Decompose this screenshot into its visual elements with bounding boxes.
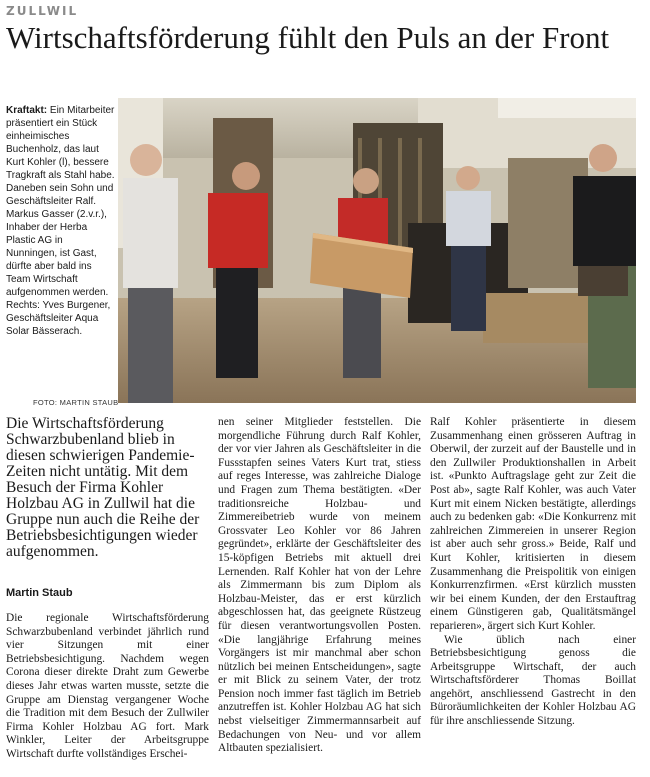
body-paragraph: Die regionale Wirtschaftsförderung Schwarzbubenland verbindet jährlich rund vier Sitzungen mit einer Betriebsbesichtigung. Nachdem wegen Corona dieser direkte Draht zum Gewerbe dieses Jahr etwas warten musste, setzte die Gruppe am Dienstag vergangener Woche die Tradition mit dem Besuch der Zullwiler Firma Kohler Holzbau AG fort. Mark Winkler, Leiter der Arbeitsgruppe Wirtschaft durfte vollständiges Erschei-: [6, 612, 209, 760]
article-column-3: [430, 416, 636, 729]
photo-credit: FOTO: MARTIN STAUB: [33, 398, 119, 407]
caption-text: Ein Mitarbeiter präsentiert ein Stück einheimisches Buchenholz, das laut Kurt Kohler (l), bessere Tragkraft als Stahl habe. Daneben sein Sohn und Geschäftsleiter Ralf. Markus Gasser (2.v.r.), Inhaber der Herba Plastic AG in Nunningen, ist Gast, dürfte aber bald ins Team Wirtschaft aufgenommen werden. Rechts: Yves Burgener, Geschäftsleiter Aqua Solar Bässerach.: [6, 105, 115, 337]
section-label: ZULLWIL: [6, 4, 79, 18]
body-paragraph: Wie üblich nach einer Betriebsbesichtigung genoss die Arbeitsgruppe Wirtschaft, der auch Wirtschaftsförderer Thomas Boillat angehört, anschliessend Gastrecht in den Büroräumlichkeiten der Kohler Holzbau AG für ihre anschliessende Sitzung.: [430, 633, 636, 728]
article-photo: [118, 98, 636, 403]
photo-caption: [6, 104, 116, 338]
headline: Wirtschaftsförderung fühlt den Puls an der Front: [6, 20, 610, 55]
article-column-2: [218, 416, 421, 756]
caption-lead: Kraftakt:: [6, 105, 48, 116]
body-paragraph: Ralf Kohler präsentierte in diesem Zusammenhang einen grösseren Auftrag in Oberwil, der zurzeit auf der Baustelle und in den Zullwiler Produktionshallen in Arbeit ist. «Punkto Auftragslage geht zur Zeit die Post ab», sagte Ralf Kohler, was auch Vater Kurt mit einem Nicken bestätigte, allerdings auch zu bedenken gab: «Die Konkurrenz mit zahlreichen Zimmereien in unserer Region ist aber auch sehr gross.» Beide, Ralf und Kurt Kohler, kritisierten in diesem Zusammenhang die Preispolitik von einigen Konkurrenzfirmen. «Erst kürzlich mussten wir bei einem Kunden, der den Erstauftrag einem Günstigeren gab, Qualitätsmängel reparieren», ärgert sich Kurt Kohler.: [430, 416, 636, 632]
article-column-1: [6, 612, 209, 762]
author-byline: Martin Staub: [6, 587, 73, 599]
body-paragraph: nen seiner Mitglieder feststellen. Die morgendliche Führung durch Ralf Kohler, der vor vier Jahren als Geschäftsleiter in die Fussstapfen seines Vaters Kurt trat, stiess auf reges Interesse, was zahlreiche Dialoge und Fragen zum Thema bestätigten. «Der traditionsreiche Holzbau- und Zimmereibetrieb wurde von meinem Grossvater Leo Kohler vor 86 Jahren gegründet», erklärte der Geschäftsleiter des 15-köpfigen Betriebs mit aktuell drei Lernenden. Ralf Kohler hat von der Lehre als Zimmermann bis zum Diplom als Holzbau-Meister, das er erst kürzlich abgeschlossen hat, das geeignete Rüstzeug für diesen verantwortungsvollen Posten. «Die langjährige Erfahrung meines Vorgängers ist mir manchmal aber schon nützlich bei meinen Entscheidungen», sagte er mit Blick zu seinem Vater, der trotz Pension noch immer fast täglich im Betrieb anzutreffen ist. Kohler Holzbau AG hat sich nebst vielseitiger Zimmermannsarbeit auf Bedachungen von Neu- und vor allem Altbauten spezialisiert.: [218, 416, 421, 755]
lead-paragraph: Die Wirtschaftsförderung Schwarzbubenland blieb in diesen schwierigen Pandemie-Zeiten nicht untätig. Mit dem Besuch der Firma Kohler Holzbau AG in Zullwil hat die Gruppe nun auch die Reihe der Betriebsbesichtigungen wieder aufgenommen.: [6, 415, 200, 560]
